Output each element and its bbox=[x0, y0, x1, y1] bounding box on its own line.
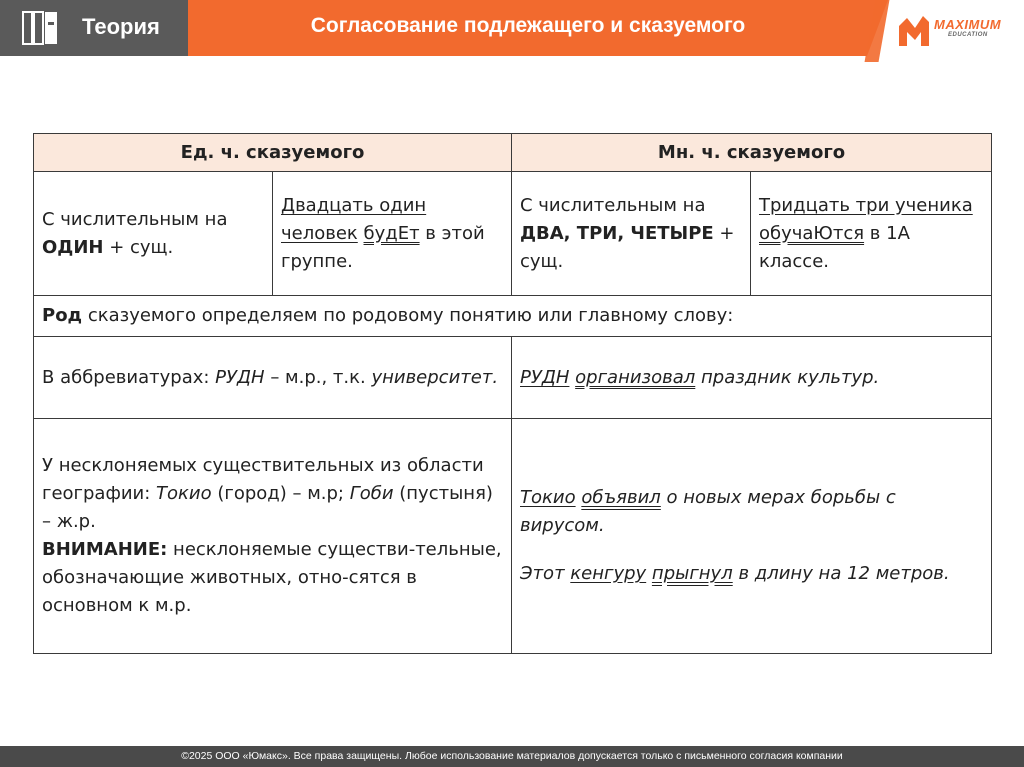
section-title: Теория bbox=[82, 14, 160, 39]
table-row bbox=[34, 172, 992, 296]
cell-singular-rule: С числительным на ОДИН + сущ. bbox=[34, 172, 273, 296]
copyright-footer: ©2025 ООО «Юмакс». Все права защищены. Любое использование материалов допускается только с письменного согласия компании bbox=[0, 746, 1024, 767]
cell-indeclinable-rule: У несклоняемых существительных из области географии: Токио (город) – м.р; Гоби (пустыня) – ж.р. ВНИМАНИЕ: несклоняемые существи-тельные, обозначающие животных, отно-сятся в основном к м.р. bbox=[34, 419, 512, 654]
page-title: Согласование подлежащего и сказуемого bbox=[310, 14, 746, 37]
header-bar bbox=[0, 0, 1024, 64]
table-row bbox=[34, 296, 992, 337]
header-singular: Ед. ч. сказуемого bbox=[34, 134, 512, 172]
table-header-row bbox=[34, 134, 992, 172]
cell-plural-example: Тридцать три ученика обучаЮтся в 1А классе. bbox=[751, 172, 992, 296]
cell-plural-rule: С числительным на ДВА, ТРИ, ЧЕТЫРЕ + сущ. bbox=[512, 172, 751, 296]
rules-table bbox=[33, 133, 992, 654]
table-row bbox=[34, 419, 992, 654]
cell-abbreviation-example: РУДН организовал праздник культур. bbox=[512, 337, 992, 419]
cell-gender-rule: Род сказуемого определяем по родовому понятию или главному слову: bbox=[34, 296, 992, 337]
logo-text: MAXIMUM bbox=[934, 17, 1002, 32]
cell-singular-example: Двадцать один человек будЕт в этой группе. bbox=[273, 172, 512, 296]
logo-subtext: EDUCATION bbox=[948, 32, 988, 38]
cell-abbreviation-rule: В аббревиатурах: РУДН – м.р., т.к. университет. bbox=[34, 337, 512, 419]
books-icon bbox=[20, 8, 60, 48]
table-row bbox=[34, 337, 992, 419]
header-plural: Мн. ч. сказуемого bbox=[512, 134, 992, 172]
cell-indeclinable-examples: Токио объявил о новых мерах борьбы с вирусом. Этот кенгуру прыгнул в длину на 12 метров. bbox=[512, 419, 992, 654]
